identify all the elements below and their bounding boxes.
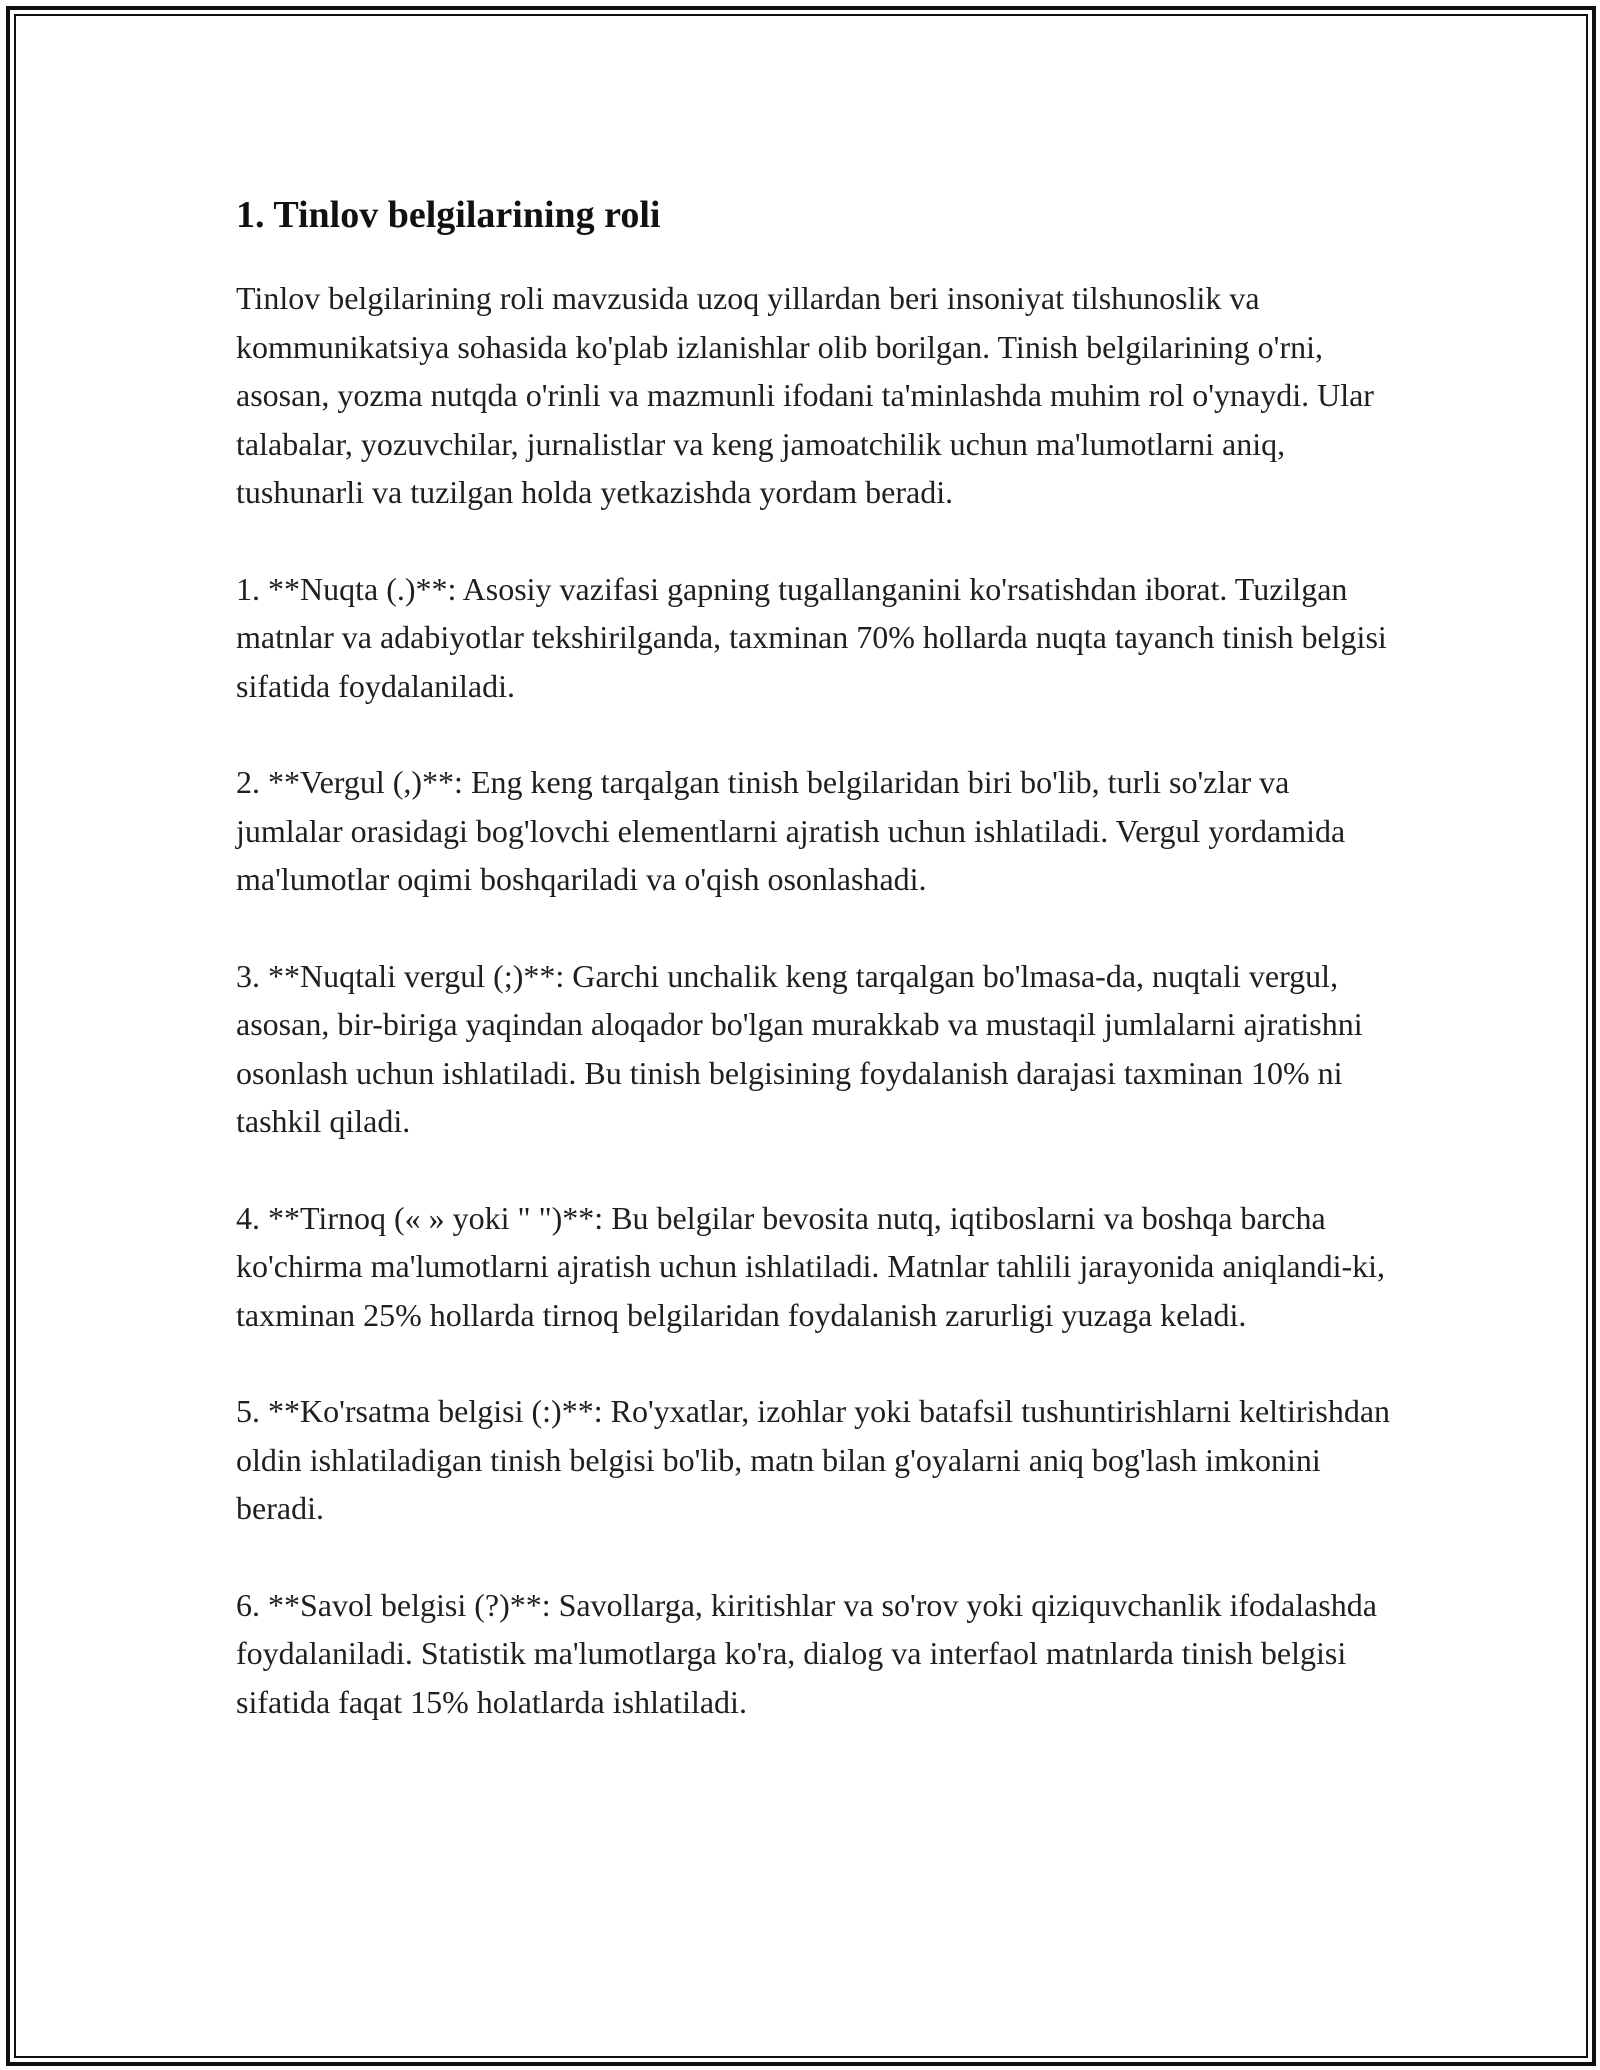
section-heading: 1. Tinlov belgilarining roli	[236, 194, 661, 236]
list-item-tirnoq: 4. **Tirnoq (« » yoki " ")**: Bu belgilar bevosita nutq, iqtiboslarni va boshqa barcha ko'chirma ma'lumotlarni ajratish uchun ishlatiladi. Matnlar tahlili jarayonida aniqlandi-ki, taxminan 25% hollarda tirnoq belgilaridan foydalanish zarurligi yuzaga keladi.	[236, 1199, 1385, 1333]
list-item-savol-belgisi: 6. **Savol belgisi (?)**: Savollarga, kiritishlar va so'rov yoki qiziquvchanlik ifodalashda foydalaniladi. Statistik ma'lumotlarga ko'ra, dialog va interfaol matnlarda tinish belgisi sifatida faqat 15% holatlarda ishlatiladi.	[236, 1586, 1377, 1720]
list-item-nuqtali-vergul: 3. **Nuqtali vergul (;)**: Garchi unchalik keng tarqalgan bo'lmasa-da, nuqtali vergul, asosan, bir-biriga yaqindan aloqador bo'lgan murakkab va mustaqil jumlalarni ajratishni osonlash uchun ishlatiladi. Bu tinish belgisining foydalanish darajasi taxminan 10% ni tashkil qiladi.	[236, 957, 1363, 1139]
list-item-vergul: 2. **Vergul (,)**: Eng keng tarqalgan tinish belgilaridan biri bo'lib, turli so'zlar va jumlalar orasidagi bog'lovchi elementlarni ajratish uchun ishlatiladi. Vergul yordamida ma'lumotlar oqimi boshqariladi va o'qish osonlashadi.	[236, 764, 1346, 897]
list-item-korsatma-belgisi: 5. **Ko'rsatma belgisi (:)**: Ro'yxatlar, izohlar yoki batafsil tushuntirishlarni keltirishdan oldin ishlatiladigan tinish belgisi bo'lib, matn bilan g'oyalarni aniq bog'lash imkonini beradi.	[236, 1393, 1391, 1526]
list-item-nuqta: 1. **Nuqta (.)**: Asosiy vazifasi gapning tugallanganini ko'rsatishdan iborat. Tuzilgan matnlar va adabiyotlar tekshirilganda, taxminan 70% hollarda nuqta tayanch tinish belgisi sifatida foydalaniladi.	[236, 570, 1387, 704]
document-body	[236, 186, 1396, 1774]
intro-paragraph: Tinlov belgilarining roli mavzusida uzoq yillardan beri insoniyat tilshunoslik va kommunikatsiya sohasida ko'plab izlanishlar olib borilgan. Tinish belgilarining o'rni, asosan, yozma nutqda o'rinli va mazmunli ifodani ta'minlashda muhim rol o'ynaydi. Ular talabalar, yozuvchilar, jurnalistlar va keng jamoatchilik uchun ma'lumotlarni aniq, tushunarli va tuzilgan holda yetkazishda yordam beradi.	[236, 280, 1374, 510]
